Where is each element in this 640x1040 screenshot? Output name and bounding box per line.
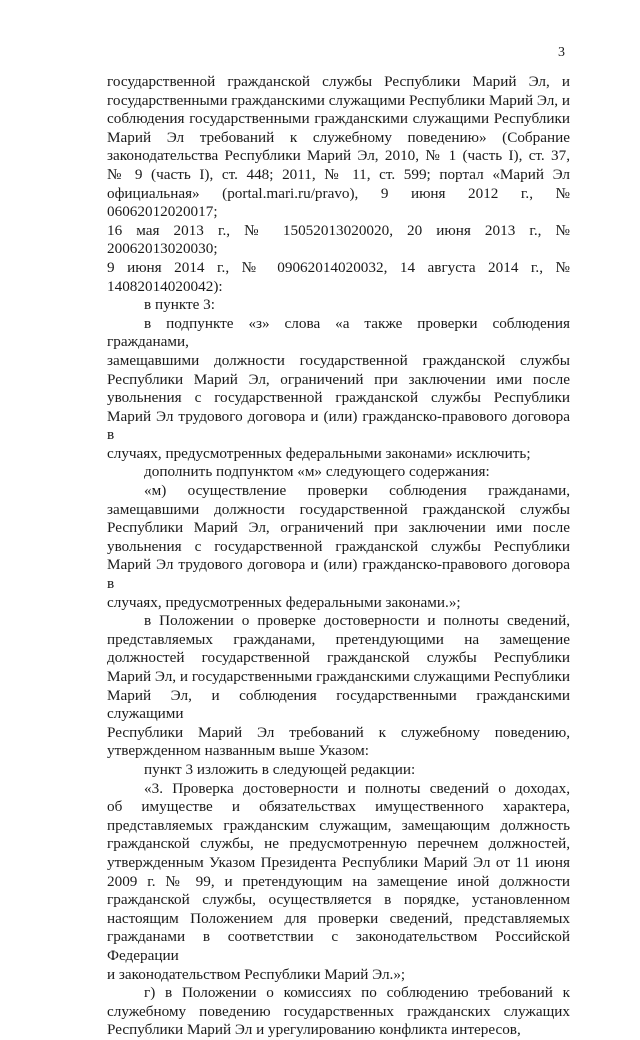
text-line: соблюдения государственными гражданскими служащими Республики (107, 110, 570, 128)
text-line: представляемых гражданским служащим, замещающим должность (107, 816, 570, 834)
text-line: гражданской службы, не предусмотренную перечнем должностей, (107, 835, 570, 853)
text-line: замещавшими должности государственной гражданской службы (107, 351, 570, 369)
page-number: 3 (558, 45, 565, 60)
text-line: гражданами в соответствии с законодательством Российской Федерации (107, 928, 570, 964)
text-line: настоящим Положением для проверки сведений, представляемых (107, 909, 570, 927)
text-line: 2009 г. № 99, и претендующим на замещение иной должности (107, 872, 570, 890)
paragraph (107, 315, 570, 464)
text-line: гражданской службы, осуществляется в порядке, установленном (107, 891, 570, 909)
text-line: увольнения с государственной гражданской службы Республики (107, 389, 570, 407)
document-body (107, 73, 570, 1040)
text-line: утвержденном названным выше Указом: (107, 742, 369, 760)
paragraph (107, 984, 570, 1040)
text-line: случаях, предусмотренных федеральными законами.»; (107, 593, 461, 611)
text-line: Марий Эл требований к служебному поведению» (Собрание (107, 128, 570, 146)
paragraph (107, 780, 570, 985)
text-line: в Положении о проверке достоверности и полноты сведений, (144, 612, 570, 630)
paragraph (107, 612, 570, 761)
text-line: «3. Проверка достоверности и полноты сведений о доходах, (144, 779, 570, 797)
paragraph (107, 761, 570, 780)
text-line: Марий Эл, и соблюдения государственными гражданскими служащими (107, 686, 570, 723)
text-line: законодательства Республики Марий Эл, 2010, № 1 (часть I), ст. 37, (107, 147, 570, 165)
text-line: представляемых гражданами, претендующими на замещение (107, 630, 570, 648)
text-line: Марий Эл, и государственными гражданскими служащими Республики (107, 668, 571, 685)
text-line: случаях, предусмотренных федеральными законами» исключить; (107, 444, 531, 462)
text-line: г) в Положении о комиссиях по соблюдению требований к (144, 984, 570, 1002)
text-line: Республики Марий Эл, ограничений при заключении ими после (107, 519, 570, 537)
text-line: и законодательством Республики Марий Эл.»; (107, 965, 406, 983)
text-line: увольнения с государственной гражданской службы Республики (107, 537, 570, 555)
text-line: 16 мая 2013 г., № 15052013020020, 20 июня 2013 г., № 20062013020030; (107, 221, 570, 258)
text-line: дополнить подпунктом «м» следующего содержания: (144, 463, 490, 481)
text-line: Республики Марий Эл и урегулированию конфликта интересов, (107, 1021, 521, 1039)
text-line: замещавшими должности государственной гражданской службы (107, 500, 570, 518)
text-line: в подпункте «з» слова «а также проверки соблюдения гражданами, (107, 314, 570, 351)
text-line: государственной гражданской службы Республики Марий Эл, и (107, 73, 570, 90)
text-line: «м) осуществление проверки соблюдения гражданами, (144, 482, 570, 500)
text-line: пункт 3 изложить в следующей редакции: (144, 760, 416, 778)
text-line: государственными гражданскими служащими Республики Марий Эл, и (107, 91, 571, 109)
text-line: должностей государственной гражданской службы Республики (107, 649, 570, 667)
paragraph (107, 73, 570, 296)
paragraph (107, 296, 570, 315)
text-line: официальная» (portal.mari.ru/pravo), 9 июня 2012 г., № 06062012020017; (107, 184, 570, 221)
text-line: в пункте 3: (144, 296, 215, 314)
text-line: 9 июня 2014 г., № 09062014020032, 14 августа 2014 г., № 14082014020042): (107, 258, 570, 295)
text-line: об имуществе и обязательствах имущественного характера, (107, 798, 570, 816)
text-line: утвержденным Указом Президента Республики Марий Эл от 11 июня (107, 853, 570, 871)
text-line: Марий Эл трудового договора и (или) гражданско-правового договора в (107, 556, 570, 593)
paragraph (107, 463, 570, 482)
text-line: Марий Эл трудового договора и (или) гражданско-правового договора в (107, 407, 570, 444)
paragraph (107, 482, 570, 612)
text-line: Республики Марий Эл, ограничений при заключении ими после (107, 370, 570, 388)
text-line: № 9 (часть I), ст. 448; 2011, № 11, ст. 599; портал «Марий Эл (107, 165, 570, 183)
text-line: Республики Марий Эл требований к служебному поведению, (107, 723, 570, 741)
text-line: служебному поведению государственных гражданских служащих (107, 1002, 570, 1020)
